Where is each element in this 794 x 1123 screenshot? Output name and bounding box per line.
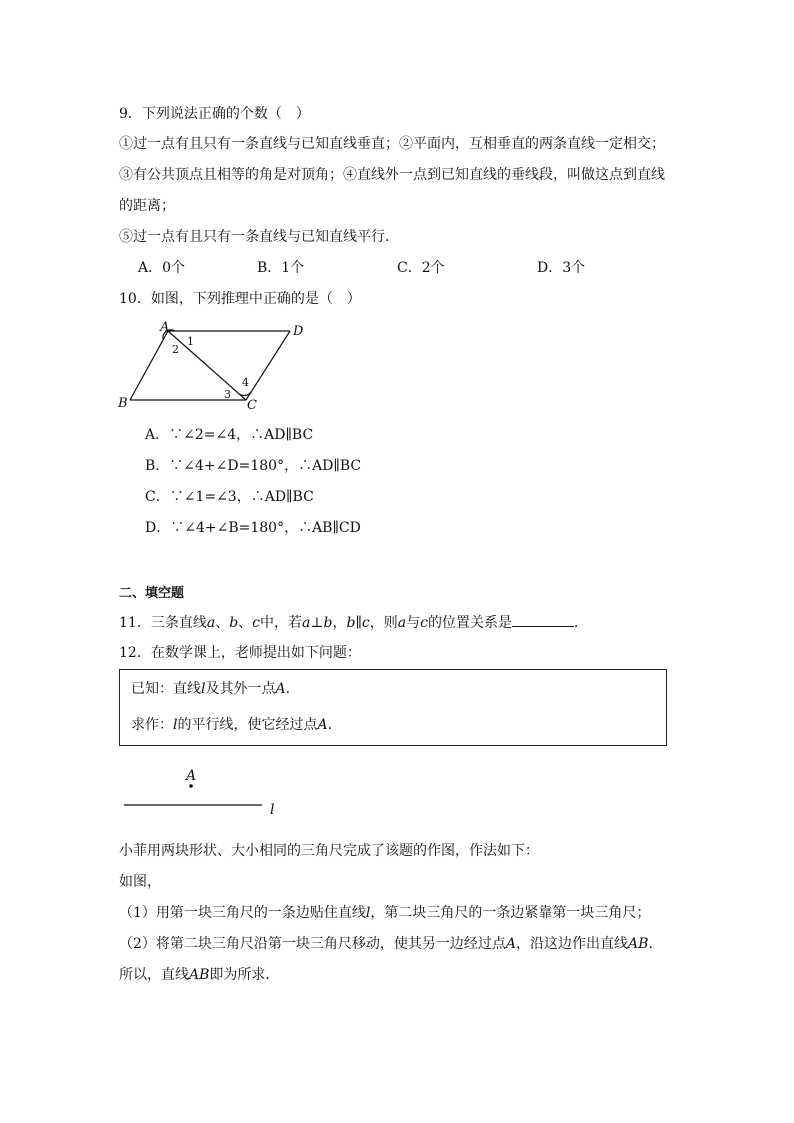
ask-text: 求作： [131,717,173,733]
q9-statement-5: ⑤过一点有且只有一条直线与已知直线平行． [119,229,399,245]
q9-option-b: B．1个 [257,260,305,276]
q10-option-d: D．∵∠4+∠B=180°，∴AB∥CD [145,520,361,536]
q9-option-d: D．3个 [537,260,586,276]
conclusion-line-ab: AB [189,967,210,983]
q12-step-2 [119,934,662,954]
label-angle-4: 4 [242,376,249,389]
q12-stem: 12．在数学课上，老师提出如下问题： [119,645,361,661]
q11-var-a: a [397,615,407,631]
label-angle-1: 1 [187,335,194,348]
step1-line-l: l [365,905,371,921]
q11-var-b: b [229,615,239,631]
q12-para-2: 如图， [119,874,161,890]
ask-point-a: A [317,717,328,733]
known-line-l: l [201,681,206,697]
q12-step-1 [119,903,650,923]
q9-statement-1-2: ①过一点有且只有一条直线与已知直线垂直；②平面内，互相垂直的两条直线一定相交； [119,136,665,152]
q10-option-b: B．∵∠4+∠D=180°，∴AD∥BC [145,458,362,474]
q11-relation-parallel: b∥c [346,615,370,631]
known-text: 及其外一点 [205,681,276,697]
known-text: 已知：直线 [131,681,201,697]
q10-option-a: A．∵∠2=∠4，∴AD∥BC [145,427,314,443]
step1-text: （1）用第一块三角尺的一条边贴住直线 [119,905,366,921]
q11-part: 、 [238,615,253,631]
q9-option-c: C．2个 [397,260,445,276]
q11-answer-blank[interactable] [512,612,574,627]
q9-option-a: A．0个 [138,260,186,276]
step2-line-ab: AB [628,936,649,952]
q11-part: 、 [215,615,230,631]
ask-text: 的平行线，使它经过点 [177,717,318,733]
q11-part: 与 [406,615,421,631]
problem-construct [131,715,342,735]
step1-text: ，第二块三角尺的一条边紧靠第一块三角尺； [370,905,651,921]
q9-statement-4-cont: 的距离； [119,198,175,214]
q11-text [119,612,588,633]
problem-box [119,669,667,746]
q11-part: ． [573,615,588,631]
label-point-b: B [118,396,128,411]
known-text: ． [285,681,300,697]
q12-para-1: 小菲用两块形状、大小相同的三角尺完成了该题的作图，作法如下： [119,843,539,859]
q11-var-c: c [420,615,428,631]
step2-text: （2）将第二块三角尺沿第一块三角尺移动，使其另一边经过点 [119,936,506,952]
problem-known [131,679,300,699]
parallelogram-figure [112,318,322,414]
q11-relation-perp: a⊥b [302,615,333,631]
segment-dc [246,331,290,400]
q9-stem: 9．下列说法正确的个数（ ） [119,106,310,122]
label-point-d: D [293,324,304,339]
q11-part: 的位置关系是 [427,615,512,631]
q10-option-c: C．∵∠1=∠3，∴AD∥BC [145,489,314,505]
label-point-a: A [160,320,170,335]
step2-text: ． [648,936,663,952]
section-heading-fill-blank: 二、填空题 [119,586,185,601]
step2-text: ，沿这边作出直线 [516,936,629,952]
q10-stem: 10．如图，下列推理中正确的是（ ） [119,291,361,307]
q11-part: 11．三条直线 [119,615,207,631]
point-a-dot [189,784,193,788]
conclusion-text: 即为所求． [209,967,280,983]
label-angle-2: 2 [172,343,179,356]
label-angle-3: 3 [224,388,231,401]
q11-part: ，则 [369,615,398,631]
segment-ab [130,331,168,400]
label-point-c: C [247,398,257,413]
segment-ac [168,331,246,400]
fig-label-a: A [186,768,197,784]
q11-part: 中，若 [260,615,302,631]
line-point-figure [118,762,288,822]
q11-var-c: c [252,615,260,631]
q12-conclusion [119,965,279,985]
known-point-a: A [275,681,286,697]
ask-line-l: l [173,717,178,733]
q9-statement-3-4: ③有公共顶点且相等的角是对顶角；④直线外一点到已知直线的垂线段，叫做这点到直线 [119,167,665,183]
conclusion-text: 所以，直线 [119,967,189,983]
q11-part: ， [332,615,347,631]
fig-label-l: l [270,802,275,818]
step2-point-a: A [505,936,517,952]
q11-var-a: a [206,615,216,631]
ask-text: ． [327,717,342,733]
